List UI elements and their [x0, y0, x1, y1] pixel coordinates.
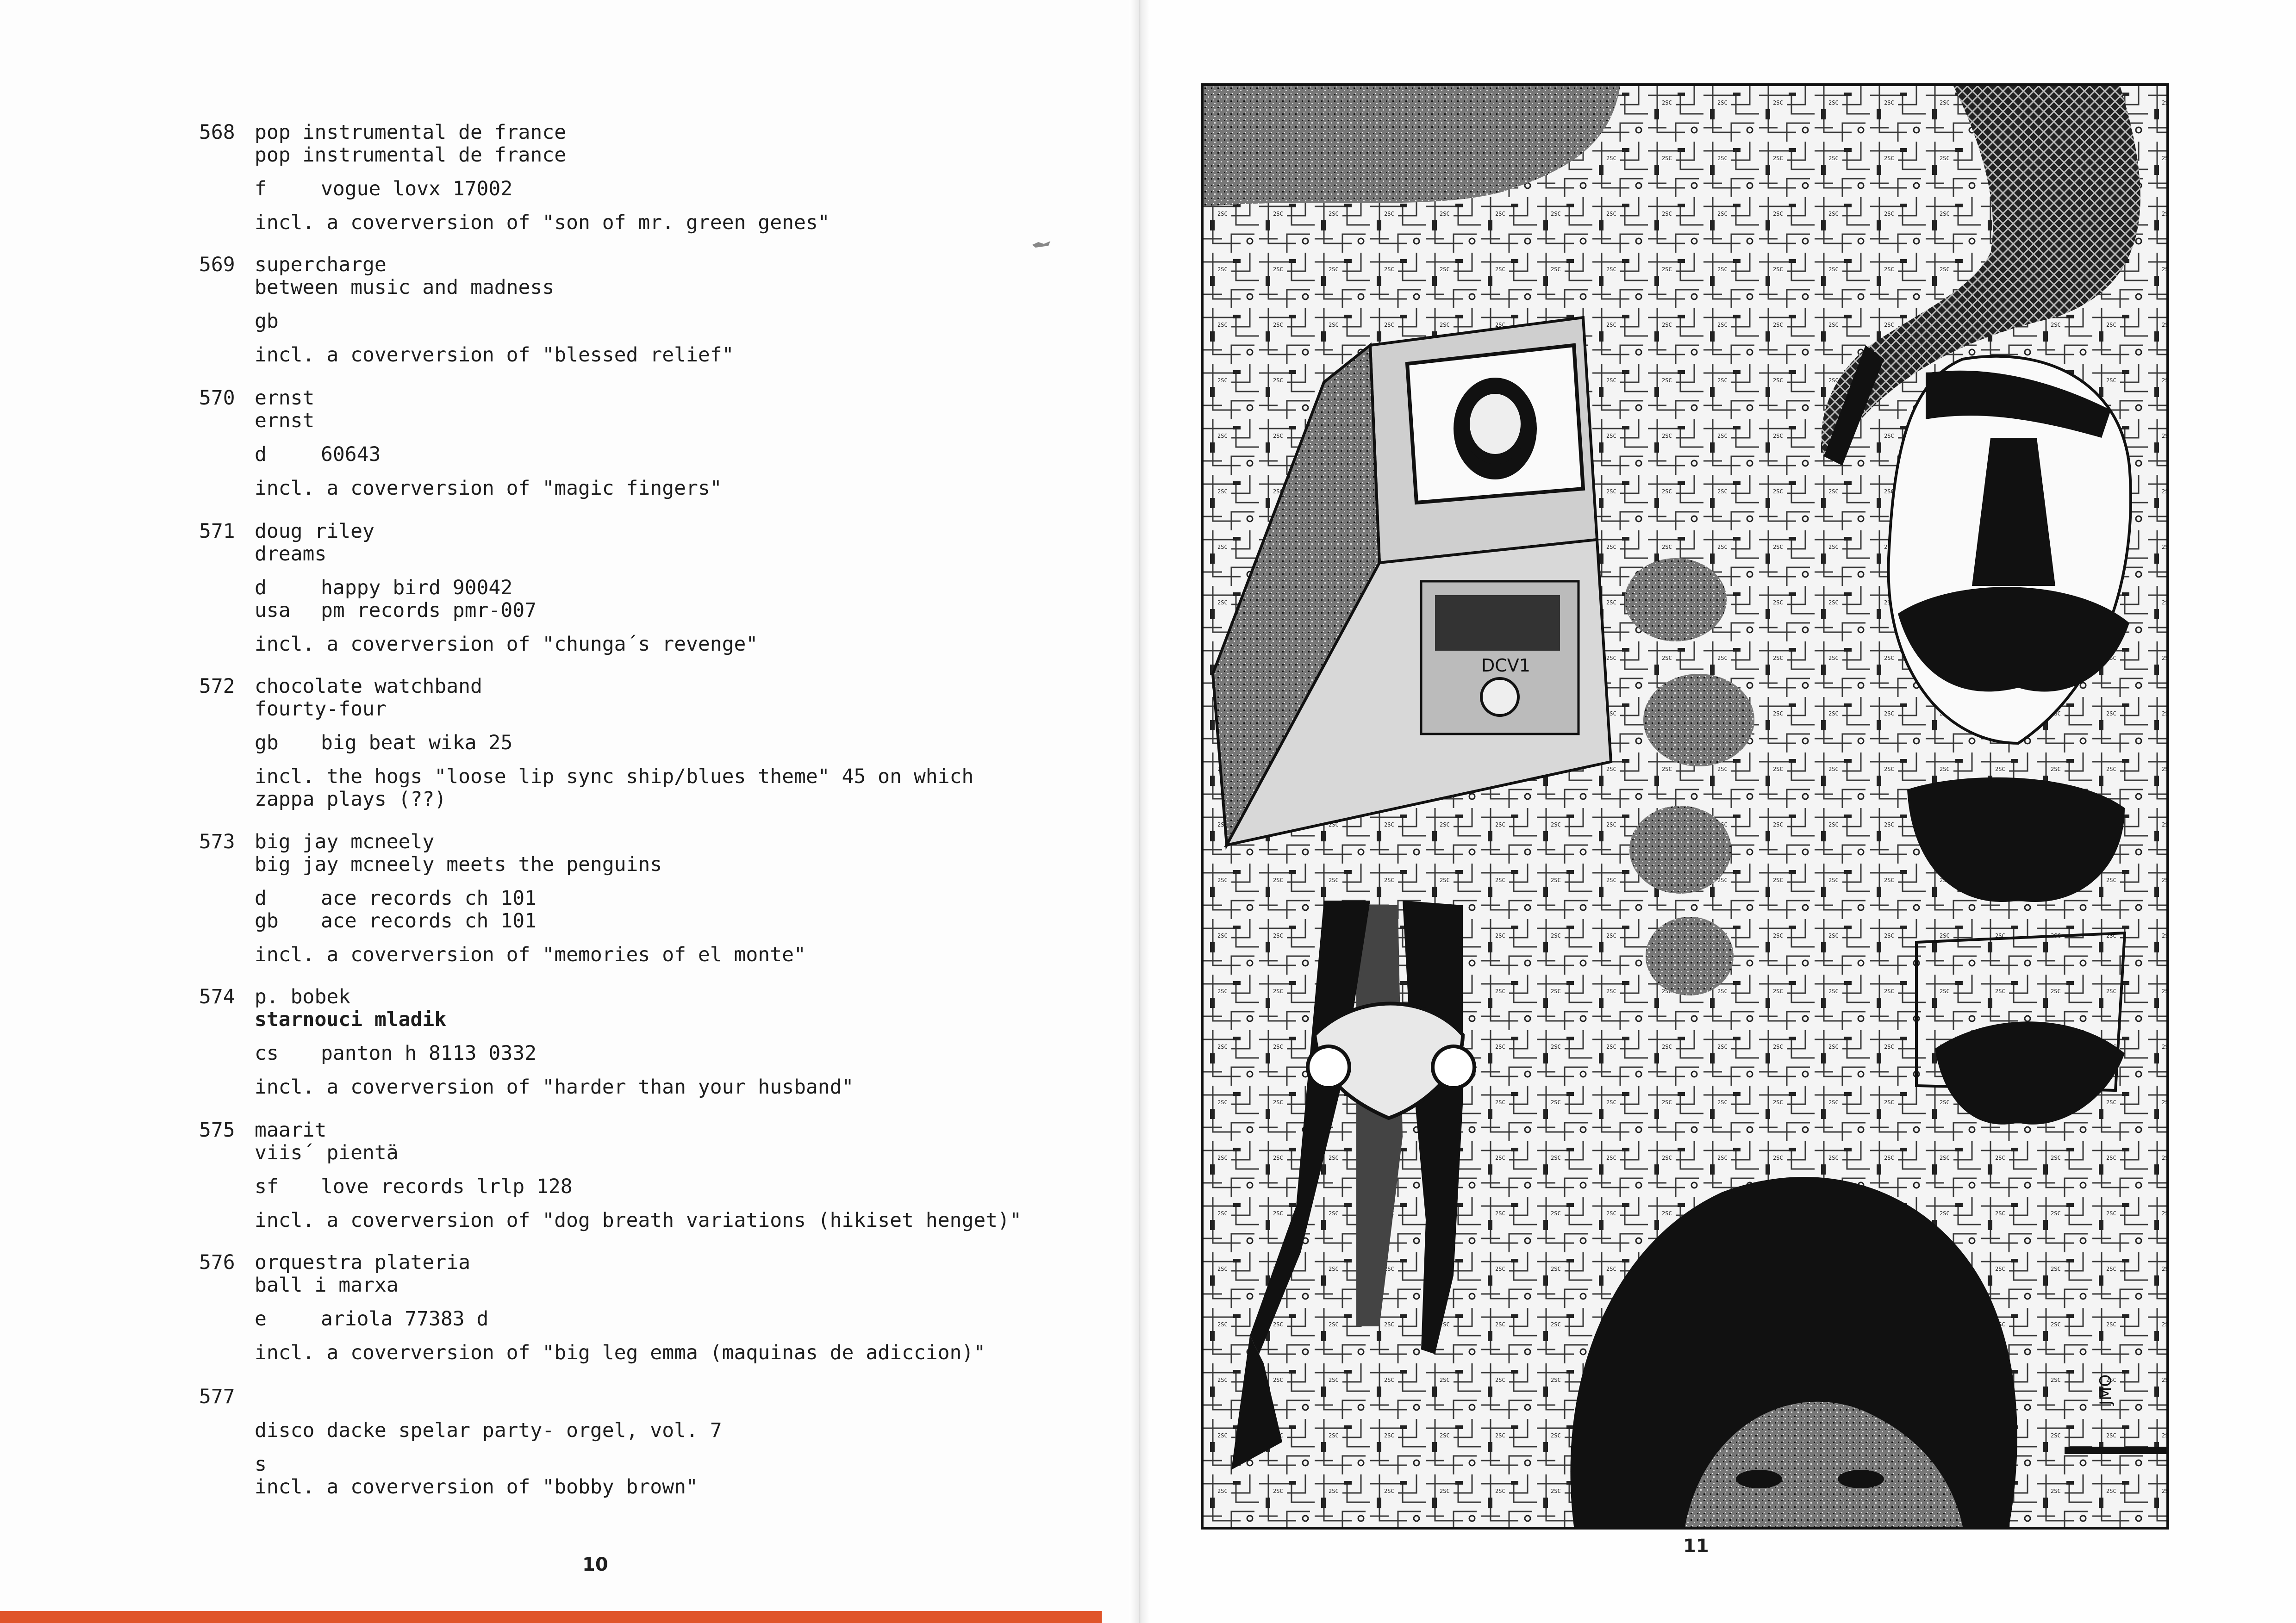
entry-format	[255, 1308, 1079, 1331]
entry-title: disco dacke spelar party- orgel, vol. 7	[255, 1419, 722, 1442]
page-number-right: 11	[1683, 1536, 1709, 1557]
entry-number: 568	[199, 121, 235, 144]
entry-format	[255, 310, 1079, 333]
entry-title: fourty-four	[255, 697, 387, 721]
black-bar	[2065, 1447, 2166, 1454]
collage-illustration	[1201, 83, 2169, 1530]
country-code: d	[255, 443, 267, 466]
entry-number: 576	[199, 1251, 235, 1274]
entry-format	[255, 577, 1079, 599]
entry-note: incl. a coverversion of "chunga´s revenge"	[255, 633, 758, 656]
entry-title: viis´ pientä	[255, 1141, 399, 1164]
record-label: 60643	[321, 443, 381, 466]
entry-format	[255, 887, 1079, 910]
entry-number: 575	[199, 1119, 235, 1142]
entry-artist: p. bobek	[255, 985, 351, 1008]
collage-artwork	[1204, 86, 2166, 1527]
entry-title: dreams	[255, 542, 327, 566]
entry-title: ball i marxa	[255, 1274, 399, 1297]
entry-title: ernst	[255, 409, 315, 432]
entry-number: 569	[199, 253, 235, 276]
record-label: big beat wika 25	[321, 731, 513, 754]
device-label: DCV1	[1481, 655, 1530, 676]
country-code: gb	[255, 731, 279, 754]
entry-format	[255, 443, 1079, 466]
entry-note: incl. a coverversion of "memories of el monte"	[255, 943, 806, 966]
entry-note: incl. a coverversion of "dog breath variations (hikiset henget)"	[255, 1209, 1022, 1232]
entry-note: incl. a coverversion of "bobby brown"	[255, 1475, 698, 1499]
book-gutter	[1129, 0, 1150, 1623]
entry-format	[255, 178, 1079, 200]
entry-artist: doug riley	[255, 520, 374, 543]
entry-note: incl. a coverversion of "harder than your husband"	[255, 1076, 854, 1099]
entry-spacer	[255, 1386, 1079, 1419]
country-code: cs	[255, 1042, 279, 1065]
country-code: sf	[255, 1175, 279, 1198]
cover-edge-strip	[0, 1611, 1102, 1623]
left-page	[0, 0, 1140, 1623]
country-code: d	[255, 576, 267, 599]
entry-format	[255, 599, 1079, 622]
entry-number: 571	[199, 520, 235, 543]
entry-title: pop instrumental de france	[255, 143, 567, 167]
entry-note: incl. a coverversion of "big leg emma (maquinas de adiccion)"	[255, 1341, 986, 1364]
record-label: ariola 77383 d	[321, 1307, 489, 1331]
page-number-left: 10	[582, 1554, 608, 1575]
record-label: happy bird 90042	[321, 576, 513, 599]
record-label: ace records ch 101	[321, 909, 537, 933]
record-label: love records lrlp 128	[321, 1175, 573, 1198]
country-code: s	[255, 1453, 267, 1476]
entry-number: 574	[199, 985, 235, 1008]
record-label: vogue lovx 17002	[321, 177, 513, 200]
entry-note: incl. a coverversion of "blessed relief"	[255, 343, 734, 367]
entry-format	[255, 910, 1079, 933]
artist-signature: JMO	[2096, 1374, 2115, 1405]
country-code: gb	[255, 310, 279, 333]
entry-note: incl. a coverversion of "son of mr. green genes"	[255, 211, 830, 234]
country-code: gb	[255, 909, 279, 933]
record-label: pm records pmr-007	[321, 599, 537, 622]
entry-artist: chocolate watchband	[255, 675, 482, 698]
entry-artist: orquestra plateria	[255, 1251, 470, 1274]
entry-artist: big jay mcneely	[255, 830, 435, 853]
country-code: usa	[255, 599, 291, 622]
entry-format	[255, 1175, 1079, 1198]
entry-number: 570	[199, 386, 235, 410]
country-code: f	[255, 177, 267, 200]
entry-number: 577	[199, 1385, 235, 1408]
entry-artist: supercharge	[255, 253, 387, 276]
entry-format	[255, 1042, 1079, 1065]
entry-title: big jay mcneely meets the penguins	[255, 853, 662, 876]
entry-artist: maarit	[255, 1119, 327, 1142]
entry-format	[255, 1453, 1079, 1476]
entry-artist: pop instrumental de france	[255, 121, 567, 144]
entry-format	[255, 732, 1079, 754]
record-label: ace records ch 101	[321, 887, 537, 910]
entry-title: starnouci mladik	[255, 1008, 447, 1031]
entry-title: between music and madness	[255, 276, 555, 299]
record-label: panton h 8113 0332	[321, 1042, 537, 1065]
entry-number: 572	[199, 675, 235, 698]
entry-note: zappa plays (??)	[255, 788, 447, 811]
entry-note: incl. the hogs "loose lip sync ship/blues theme" 45 on which	[255, 765, 974, 788]
country-code: e	[255, 1307, 267, 1331]
country-code: d	[255, 887, 267, 910]
entry-artist: ernst	[255, 386, 315, 410]
ink-speck	[1030, 238, 1053, 249]
entry-number: 573	[199, 830, 235, 853]
entry-note: incl. a coverversion of "magic fingers"	[255, 477, 722, 500]
